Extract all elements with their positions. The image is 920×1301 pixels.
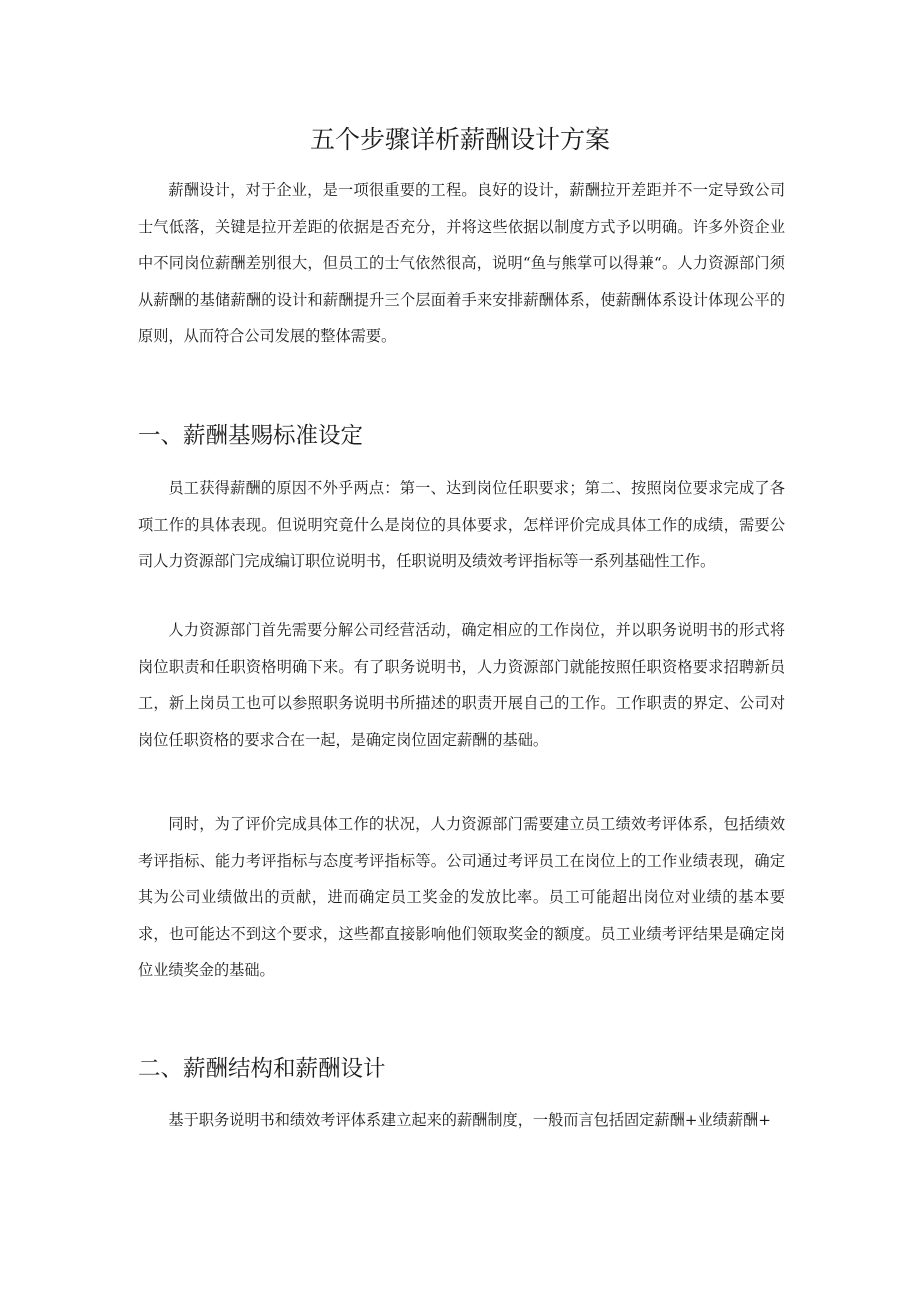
document-title: 五个步骤详析薪酬设计方案 bbox=[309, 125, 610, 154]
section-2-heading: 二、薪酬结构和薪酬设计 bbox=[138, 1056, 386, 1082]
section-2-paragraph-1: 基于职务说明书和绩效考评体系建立起来的薪酬制度，一般而言包括固定薪酬+业绩薪酬+ bbox=[168, 1111, 771, 1129]
section-1-paragraph-1: 员工获得薪酬的原因不外乎两点：第一、达到岗位任职要求；第二、按照岗位要求完成了各项工作的具体表现。但说明究竟什么是岗位的具体要求，怎样评价完成具体工作的成绩，需要公司人力资源部门完成编订职位说明书，任职说明及绩效考评指标等一系列基础性工作。 bbox=[138, 479, 785, 571]
section-1-paragraph-2: 人力资源部门首先需要分解公司经营活动，确定相应的工作岗位，并以职务说明书的形式将岗位职责和任职资格明确下来。有了职务说明书，人力资源部门就能按照任职资格要求招聘新员工，新上岗员工也可以参照职务说明书所描述的职责开展自己的工作。工作职责的界定、公司对岗位任职资格的要求合在一起，是确定岗位固定薪酬的基础。 bbox=[138, 621, 785, 749]
section-1-paragraph-3: 同时，为了评价完成具体工作的状况，人力资源部门需要建立员工绩效考评体系，包括绩效考评指标、能力考评指标与态度考评指标等。公司通过考评员工在岗位上的工作业绩表现，确定其为公司业绩做出的贡献，进而确定员工奖金的发放比率。员工可能超出岗位对业绩的基本要求，也可能达不到这个要求，这些都直接影响他们领取奖金的额度。员工业绩考评结果是确定岗位业绩奖金的基础。 bbox=[138, 815, 785, 980]
intro-paragraph: 薪酬设计，对于企业，是一项很重要的工程。良好的设计，薪酬拉开差距并不一定导致公司士气低落，关键是拉开差距的依据是否充分，并将这些依据以制度方式予以明确。许多外资企业中不同岗位薪酬差别很大，但员工的士气依然很高，说明“鱼与熊掌可以得兼“。人力资源部门须从薪酬的基储薪酬的设计和薪酬提升三个层面着手来安排薪酬体系，使薪酬体系设计体现公平的原则，从而符合公司发展的整体需要。 bbox=[138, 181, 785, 346]
section-1-heading: 一、薪酬基赐标准设定 bbox=[138, 423, 364, 449]
